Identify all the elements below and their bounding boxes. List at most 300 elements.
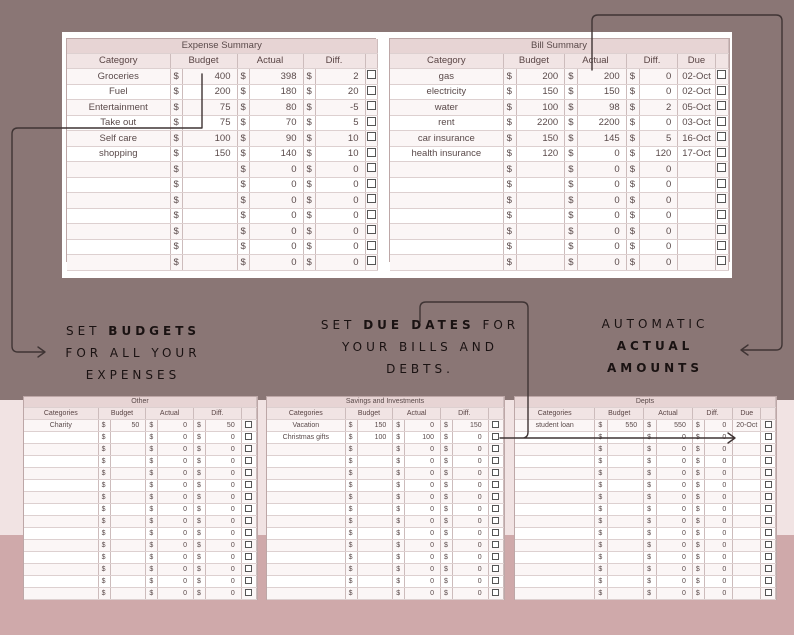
budget-cell[interactable]: 150: [357, 419, 393, 431]
currency-symbol: $: [194, 587, 206, 599]
actual-cell: 0: [656, 431, 692, 443]
currency-symbol: $: [626, 131, 639, 147]
actual-cell: 0: [405, 551, 441, 563]
currency-symbol: $: [565, 100, 578, 116]
currency-symbol: $: [440, 515, 452, 527]
currency-symbol: $: [440, 479, 452, 491]
actual-cell: 0: [656, 587, 692, 599]
currency-symbol: $: [98, 539, 110, 551]
actual-cell: 0: [405, 587, 441, 599]
actual-cell: 0: [158, 563, 194, 575]
category-cell[interactable]: health insurance: [390, 146, 503, 162]
diff-cell: 0: [315, 208, 365, 224]
debts-header-actual: Actual: [644, 407, 693, 419]
category-cell[interactable]: car insurance: [390, 131, 503, 147]
diff-cell: 120: [639, 146, 677, 162]
currency-symbol: $: [237, 162, 249, 178]
diff-cell: 0: [705, 443, 733, 455]
label-due-post: FOR YOUR BILLS AND DEBTS.: [341, 318, 520, 376]
actual-cell: 0: [578, 177, 626, 193]
diff-cell: 0: [705, 431, 733, 443]
currency-symbol: $: [303, 193, 315, 209]
budget-cell[interactable]: 550: [607, 419, 643, 431]
actual-cell: 0: [249, 224, 303, 240]
budget-cell[interactable]: 100: [357, 431, 393, 443]
savings-header-budget: Budget: [345, 407, 393, 419]
currency-symbol: $: [194, 479, 206, 491]
actual-cell: 0: [656, 515, 692, 527]
currency-symbol: $: [393, 527, 405, 539]
currency-symbol: $: [170, 69, 182, 85]
currency-symbol: $: [692, 491, 704, 503]
diff-cell: 0: [705, 479, 733, 491]
diff-cell: 0: [453, 563, 489, 575]
actual-cell: 2200: [578, 115, 626, 131]
diff-cell: 0: [315, 177, 365, 193]
currency-symbol: $: [98, 575, 110, 587]
currency-symbol: $: [595, 479, 607, 491]
currency-symbol: $: [170, 224, 182, 240]
currency-symbol: $: [146, 575, 158, 587]
currency-symbol: $: [626, 162, 639, 178]
diff-cell: 0: [705, 467, 733, 479]
currency-symbol: $: [692, 419, 704, 431]
due-date-cell[interactable]: 16-Oct: [678, 131, 715, 147]
currency-symbol: $: [237, 84, 249, 100]
diff-cell: 0: [206, 587, 242, 599]
currency-symbol: $: [194, 515, 206, 527]
diff-cell: 0: [453, 587, 489, 599]
currency-symbol: $: [345, 455, 357, 467]
category-cell[interactable]: Self care: [67, 131, 170, 147]
actual-cell: 0: [405, 491, 441, 503]
currency-symbol: $: [237, 115, 249, 131]
currency-symbol: $: [626, 115, 639, 131]
diff-cell: 5: [639, 131, 677, 147]
debts-header-due: Due: [733, 407, 761, 419]
currency-symbol: $: [303, 224, 315, 240]
actual-cell: 0: [249, 162, 303, 178]
currency-symbol: $: [303, 115, 315, 131]
currency-symbol: $: [503, 131, 516, 147]
category-cell[interactable]: Fuel: [67, 84, 170, 100]
currency-symbol: $: [98, 503, 110, 515]
currency-symbol: $: [146, 431, 158, 443]
currency-symbol: $: [303, 239, 315, 255]
actual-cell: 0: [656, 539, 692, 551]
bills-header-due: Due: [678, 53, 715, 69]
diff-cell: 5: [315, 115, 365, 131]
currency-symbol: $: [345, 431, 357, 443]
currency-symbol: $: [626, 84, 639, 100]
diff-cell: 0: [705, 503, 733, 515]
budget-cell[interactable]: 200: [516, 69, 564, 85]
currency-symbol: $: [440, 431, 452, 443]
due-date-cell[interactable]: 05-Oct: [678, 100, 715, 116]
label-auto-bold: ACTUAL AMOUNTS: [606, 339, 704, 375]
currency-symbol: $: [345, 551, 357, 563]
currency-symbol: $: [237, 255, 249, 271]
actual-cell: 0: [656, 575, 692, 587]
currency-symbol: $: [626, 255, 639, 271]
budget-cell[interactable]: 75: [182, 115, 237, 131]
actual-cell: 0: [656, 551, 692, 563]
category-cell[interactable]: Charity: [24, 419, 98, 431]
due-date-cell[interactable]: 02-Oct: [678, 69, 715, 85]
actual-cell: 0: [158, 479, 194, 491]
actual-cell: 70: [249, 115, 303, 131]
actual-cell: 0: [578, 146, 626, 162]
currency-symbol: $: [692, 551, 704, 563]
diff-cell: 2: [315, 69, 365, 85]
other-title: Other: [24, 397, 257, 407]
currency-symbol: $: [644, 551, 656, 563]
diff-cell: 10: [315, 131, 365, 147]
currency-symbol: $: [303, 177, 315, 193]
currency-symbol: $: [503, 100, 516, 116]
category-cell[interactable]: Groceries: [67, 69, 170, 85]
actual-cell: 0: [158, 443, 194, 455]
currency-symbol: $: [692, 575, 704, 587]
currency-symbol: $: [503, 115, 516, 131]
diff-cell: 0: [206, 491, 242, 503]
diff-cell: 0: [315, 255, 365, 271]
actual-cell: 80: [249, 100, 303, 116]
currency-symbol: $: [595, 563, 607, 575]
diff-cell: 0: [453, 551, 489, 563]
currency-symbol: $: [565, 69, 578, 85]
currency-symbol: $: [503, 162, 516, 178]
diff-cell: 0: [639, 84, 677, 100]
due-date-cell[interactable]: 20-Oct: [733, 419, 761, 431]
currency-symbol: $: [237, 131, 249, 147]
currency-symbol: $: [194, 575, 206, 587]
category-cell[interactable]: electricity: [390, 84, 503, 100]
actual-cell: 0: [578, 255, 626, 271]
currency-symbol: $: [393, 539, 405, 551]
actual-cell: 0: [405, 479, 441, 491]
currency-symbol: $: [194, 527, 206, 539]
currency-symbol: $: [565, 224, 578, 240]
diff-cell: 0: [453, 527, 489, 539]
actual-cell: 0: [578, 224, 626, 240]
arrow-due-dates: [420, 302, 734, 438]
actual-cell: 0: [656, 491, 692, 503]
currency-symbol: $: [237, 100, 249, 116]
actual-cell: 0: [158, 503, 194, 515]
currency-symbol: $: [146, 455, 158, 467]
label-due-bold: DUE DATES: [363, 318, 475, 332]
category-cell[interactable]: gas: [390, 69, 503, 85]
currency-symbol: $: [194, 431, 206, 443]
currency-symbol: $: [692, 455, 704, 467]
diff-cell: 0: [206, 539, 242, 551]
actual-cell: 180: [249, 84, 303, 100]
budget-cell[interactable]: 150: [516, 131, 564, 147]
arrow-auto: [592, 15, 782, 350]
actual-cell: 0: [158, 467, 194, 479]
currency-symbol: $: [146, 479, 158, 491]
category-cell[interactable]: student loan: [515, 419, 595, 431]
currency-symbol: $: [146, 491, 158, 503]
actual-cell: 0: [158, 539, 194, 551]
diff-cell: 0: [315, 162, 365, 178]
currency-symbol: $: [237, 177, 249, 193]
diff-cell: 0: [453, 491, 489, 503]
currency-symbol: $: [146, 467, 158, 479]
currency-symbol: $: [626, 146, 639, 162]
diff-cell: 0: [206, 455, 242, 467]
currency-symbol: $: [626, 208, 639, 224]
currency-symbol: $: [170, 208, 182, 224]
currency-symbol: $: [98, 563, 110, 575]
diff-cell: 150: [453, 419, 489, 431]
diff-cell: 0: [206, 431, 242, 443]
diff-cell: 0: [453, 515, 489, 527]
category-cell[interactable]: Entertainment: [67, 100, 170, 116]
currency-symbol: $: [440, 491, 452, 503]
currency-symbol: $: [146, 527, 158, 539]
currency-symbol: $: [170, 193, 182, 209]
budget-cell[interactable]: 75: [182, 100, 237, 116]
currency-symbol: $: [692, 527, 704, 539]
currency-symbol: $: [393, 455, 405, 467]
currency-symbol: $: [194, 551, 206, 563]
currency-symbol: $: [503, 208, 516, 224]
currency-symbol: $: [644, 431, 656, 443]
due-date-cell[interactable]: 02-Oct: [678, 84, 715, 100]
currency-symbol: $: [146, 443, 158, 455]
currency-symbol: $: [237, 224, 249, 240]
other-header-diff: Diff.: [194, 407, 242, 419]
expense-title: Expense Summary: [67, 39, 377, 53]
currency-symbol: $: [303, 255, 315, 271]
currency-symbol: $: [194, 563, 206, 575]
currency-symbol: $: [98, 419, 110, 431]
savings-title: Savings and Investments: [267, 397, 504, 407]
currency-symbol: $: [644, 539, 656, 551]
currency-symbol: $: [644, 503, 656, 515]
diff-cell: 0: [705, 551, 733, 563]
currency-symbol: $: [170, 162, 182, 178]
currency-symbol: $: [692, 587, 704, 599]
currency-symbol: $: [440, 551, 452, 563]
actual-cell: 0: [578, 208, 626, 224]
budget-cell[interactable]: 2200: [516, 115, 564, 131]
actual-cell: 0: [249, 193, 303, 209]
diff-cell: 0: [453, 503, 489, 515]
diff-cell: 20: [315, 84, 365, 100]
currency-symbol: $: [692, 443, 704, 455]
currency-symbol: $: [644, 479, 656, 491]
currency-symbol: $: [345, 419, 357, 431]
currency-symbol: $: [98, 467, 110, 479]
actual-cell: 0: [656, 479, 692, 491]
currency-symbol: $: [595, 587, 607, 599]
currency-symbol: $: [565, 177, 578, 193]
currency-symbol: $: [146, 503, 158, 515]
other-header-actual: Actual: [146, 407, 194, 419]
currency-symbol: $: [565, 115, 578, 131]
currency-symbol: $: [194, 467, 206, 479]
diff-cell: 0: [639, 208, 677, 224]
currency-symbol: $: [393, 503, 405, 515]
diff-cell: 0: [206, 575, 242, 587]
budget-cell[interactable]: 200: [182, 84, 237, 100]
currency-symbol: $: [626, 177, 639, 193]
diff-cell: 0: [206, 443, 242, 455]
diff-cell: 10: [315, 146, 365, 162]
currency-symbol: $: [503, 255, 516, 271]
currency-symbol: $: [237, 193, 249, 209]
category-cell[interactable]: Vacation: [267, 419, 345, 431]
currency-symbol: $: [170, 84, 182, 100]
diff-cell: 0: [453, 575, 489, 587]
actual-cell: 150: [578, 84, 626, 100]
debts-header-diff: Diff.: [692, 407, 732, 419]
diff-cell: 0: [705, 587, 733, 599]
actual-cell: 550: [656, 419, 692, 431]
actual-cell: 0: [249, 208, 303, 224]
actual-cell: 0: [656, 443, 692, 455]
currency-symbol: $: [146, 587, 158, 599]
actual-cell: 0: [405, 515, 441, 527]
currency-symbol: $: [626, 224, 639, 240]
diff-cell: 0: [639, 193, 677, 209]
diff-cell: 0: [453, 455, 489, 467]
budget-cell[interactable]: 150: [182, 146, 237, 162]
diff-cell: 0: [705, 563, 733, 575]
currency-symbol: $: [146, 539, 158, 551]
actual-cell: 0: [578, 193, 626, 209]
due-date-cell[interactable]: 03-Oct: [678, 115, 715, 131]
budget-cell[interactable]: 400: [182, 69, 237, 85]
currency-symbol: $: [644, 443, 656, 455]
currency-symbol: $: [194, 539, 206, 551]
actual-cell: 0: [656, 527, 692, 539]
diff-cell: 0: [206, 503, 242, 515]
actual-cell: 0: [158, 419, 194, 431]
currency-symbol: $: [170, 146, 182, 162]
currency-symbol: $: [345, 479, 357, 491]
currency-symbol: $: [595, 527, 607, 539]
currency-symbol: $: [692, 479, 704, 491]
category-cell[interactable]: water: [390, 100, 503, 116]
currency-symbol: $: [503, 69, 516, 85]
actual-cell: 0: [578, 239, 626, 255]
currency-symbol: $: [393, 479, 405, 491]
actual-cell: 398: [249, 69, 303, 85]
currency-symbol: $: [595, 491, 607, 503]
currency-symbol: $: [440, 419, 452, 431]
label-auto-pre: AUTOMATIC: [601, 317, 709, 331]
currency-symbol: $: [194, 503, 206, 515]
currency-symbol: $: [170, 131, 182, 147]
other-header-budget: Budget: [98, 407, 146, 419]
budget-cell[interactable]: 120: [516, 146, 564, 162]
currency-symbol: $: [440, 527, 452, 539]
category-cell[interactable]: Christmas gifts: [267, 431, 345, 443]
currency-symbol: $: [393, 551, 405, 563]
currency-symbol: $: [565, 208, 578, 224]
currency-symbol: $: [565, 131, 578, 147]
budget-cell[interactable]: 100: [182, 131, 237, 147]
currency-symbol: $: [303, 84, 315, 100]
diff-cell: 0: [453, 539, 489, 551]
budget-cell[interactable]: 100: [516, 100, 564, 116]
due-date-cell[interactable]: 17-Oct: [678, 146, 715, 162]
label-due-pre: SET: [320, 318, 364, 332]
currency-symbol: $: [440, 455, 452, 467]
currency-symbol: $: [98, 551, 110, 563]
actual-cell: 0: [405, 539, 441, 551]
currency-symbol: $: [503, 84, 516, 100]
actual-cell: 0: [158, 551, 194, 563]
diff-cell: 0: [639, 255, 677, 271]
currency-symbol: $: [393, 491, 405, 503]
actual-cell: 0: [405, 419, 441, 431]
diff-cell: 0: [206, 551, 242, 563]
currency-symbol: $: [565, 162, 578, 178]
actual-cell: 0: [405, 455, 441, 467]
category-cell[interactable]: rent: [390, 115, 503, 131]
currency-symbol: $: [237, 146, 249, 162]
currency-symbol: $: [98, 527, 110, 539]
currency-symbol: $: [595, 515, 607, 527]
currency-symbol: $: [440, 587, 452, 599]
actual-cell: 0: [656, 455, 692, 467]
currency-symbol: $: [146, 551, 158, 563]
currency-symbol: $: [98, 479, 110, 491]
currency-symbol: $: [345, 575, 357, 587]
currency-symbol: $: [692, 515, 704, 527]
category-cell[interactable]: Take out: [67, 115, 170, 131]
currency-symbol: $: [503, 193, 516, 209]
diff-cell: 0: [453, 443, 489, 455]
currency-symbol: $: [644, 455, 656, 467]
diff-cell: 0: [705, 419, 733, 431]
diff-cell: 0: [453, 467, 489, 479]
actual-cell: 0: [656, 503, 692, 515]
budget-cell[interactable]: 150: [516, 84, 564, 100]
currency-symbol: $: [644, 467, 656, 479]
currency-symbol: $: [98, 455, 110, 467]
currency-symbol: $: [393, 515, 405, 527]
currency-symbol: $: [303, 131, 315, 147]
actual-cell: 100: [405, 431, 441, 443]
diff-cell: 0: [705, 539, 733, 551]
currency-symbol: $: [194, 455, 206, 467]
diff-cell: 0: [315, 224, 365, 240]
currency-symbol: $: [345, 503, 357, 515]
currency-symbol: $: [393, 443, 405, 455]
diff-cell: 0: [639, 224, 677, 240]
actual-cell: 0: [249, 239, 303, 255]
savings-header-categories: Categories: [267, 407, 345, 419]
currency-symbol: $: [345, 515, 357, 527]
currency-symbol: $: [644, 491, 656, 503]
label-budgets-post: FOR ALL YOUR EXPENSES: [65, 346, 201, 382]
diff-cell: 0: [639, 115, 677, 131]
currency-symbol: $: [345, 539, 357, 551]
actual-cell: 0: [158, 587, 194, 599]
budget-cell[interactable]: 50: [110, 419, 146, 431]
currency-symbol: $: [595, 575, 607, 587]
debts-title: Depts: [515, 397, 776, 407]
actual-cell: 0: [158, 431, 194, 443]
currency-symbol: $: [565, 255, 578, 271]
category-cell[interactable]: shopping: [67, 146, 170, 162]
